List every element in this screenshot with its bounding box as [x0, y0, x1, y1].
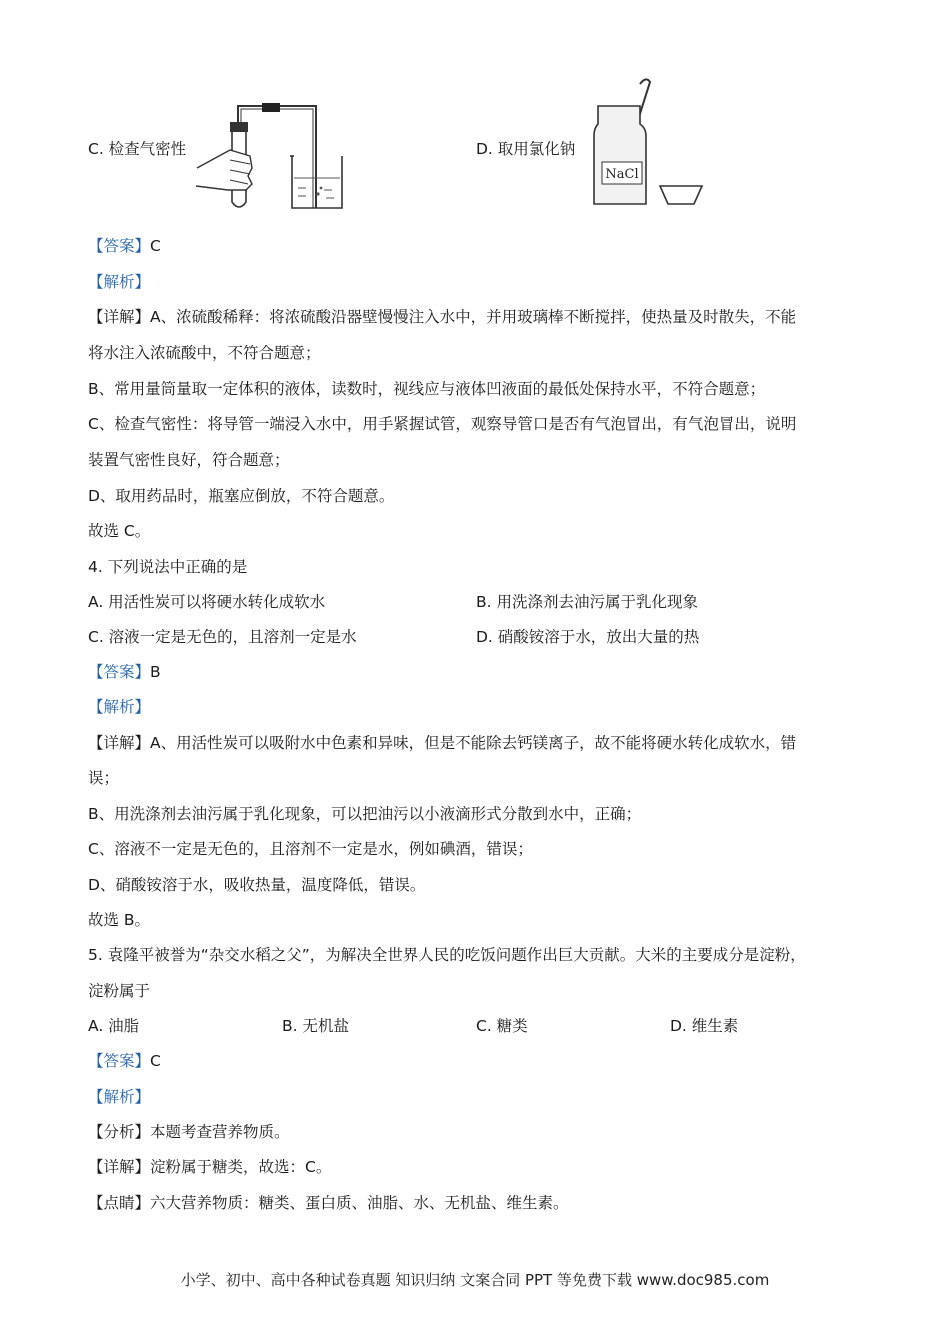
- q5-answer: 【答案】C: [88, 1052, 161, 1070]
- q3-answer: 【答案】C: [88, 237, 161, 255]
- q4-detail-line: 【详解】A、用活性炭可以吸附水中色素和异味，但是不能除去钙镁离子，故不能将硬水转化成软水，错: [88, 734, 797, 752]
- q3-detail-line: C、检查气密性：将导管一端浸入水中，用手紧握试管，观察导管口是否有气泡冒出，有气泡冒出，说明: [88, 415, 797, 433]
- q5-stem-line: 淀粉属于: [88, 982, 151, 1000]
- q4-option-d: D. 硝酸铵溶于水，放出大量的热: [476, 628, 700, 646]
- q3-detail-line: D、取用药品时，瓶塞应倒放，不符合题意。: [88, 487, 395, 505]
- q4-option-a: A. 用活性炭可以将硬水转化成软水: [88, 593, 326, 611]
- q5-option-d: D. 维生素: [670, 1017, 739, 1035]
- option-d: D. 取用氯化钠: [476, 140, 576, 158]
- q4-stem: 4. 下列说法中正确的是: [88, 558, 248, 576]
- q4-detail-line: B、用洗涤剂去油污属于乳化现象，可以把油污以小液滴形式分散到水中，正确；: [88, 805, 642, 823]
- q3-conclusion: 故选 C。: [88, 522, 151, 540]
- q5-analysis: 【分析】本题考查营养物质。: [88, 1123, 290, 1141]
- q5-analysis-tag: 【解析】: [88, 1088, 151, 1106]
- q4-answer: 【答案】B: [88, 663, 161, 681]
- airtightness-check-figure: [192, 98, 352, 216]
- q5-detail: 【详解】淀粉属于糖类，故选：C。: [88, 1158, 332, 1176]
- q3-detail-line: 【详解】A、浓硫酸稀释：将浓硫酸沿器壁慢慢注入水中，并用玻璃棒不断搅拌，使热量及时散失，不能: [88, 308, 797, 326]
- q4-option-c: C. 溶液一定是无色的，且溶剂一定是水: [88, 628, 357, 646]
- q4-analysis-tag: 【解析】: [88, 698, 151, 716]
- sodium-chloride-figure: [590, 76, 710, 210]
- bottle-label: NaCl: [605, 167, 639, 182]
- q3-detail-line: 装置气密性良好，符合题意；: [88, 451, 290, 469]
- q5-comment: 【点睛】六大营养物质：糖类、蛋白质、油脂、水、无机盐、维生素。: [88, 1194, 569, 1212]
- option-c: C. 检查气密性: [88, 140, 187, 158]
- q3-detail-line: B、常用量筒量取一定体积的液体，读数时，视线应与液体凹液面的最低处保持水平，不符合题意；: [88, 380, 766, 398]
- q4-option-b: B. 用洗涤剂去油污属于乳化现象: [476, 593, 698, 611]
- q5-option-c: C. 糖类: [476, 1017, 528, 1035]
- q5-option-b: B. 无机盐: [282, 1017, 349, 1035]
- page-footer: 小学、初中、高中各种试卷真题 知识归纳 文案合同 PPT 等免费下载 www.doc985.com: [180, 1271, 770, 1289]
- q3-analysis-tag: 【解析】: [88, 273, 151, 291]
- q3-detail-line: 将水注入浓硫酸中，不符合题意；: [88, 344, 321, 362]
- q4-detail-line: C、溶液不一定是无色的，且溶剂不一定是水，例如碘酒，错误；: [88, 840, 533, 858]
- q5-stem-line: 5. 袁隆平被誉为“杂交水稻之父”，为解决全世界人民的吃饭问题作出巨大贡献。大米的主要成分是淀粉，: [88, 946, 806, 964]
- q4-conclusion: 故选 B。: [88, 911, 151, 929]
- q5-option-a: A. 油脂: [88, 1017, 140, 1035]
- q4-detail-line: 误；: [88, 769, 120, 787]
- q4-detail-line: D、硝酸铵溶于水，吸收热量，温度降低，错误。: [88, 876, 426, 894]
